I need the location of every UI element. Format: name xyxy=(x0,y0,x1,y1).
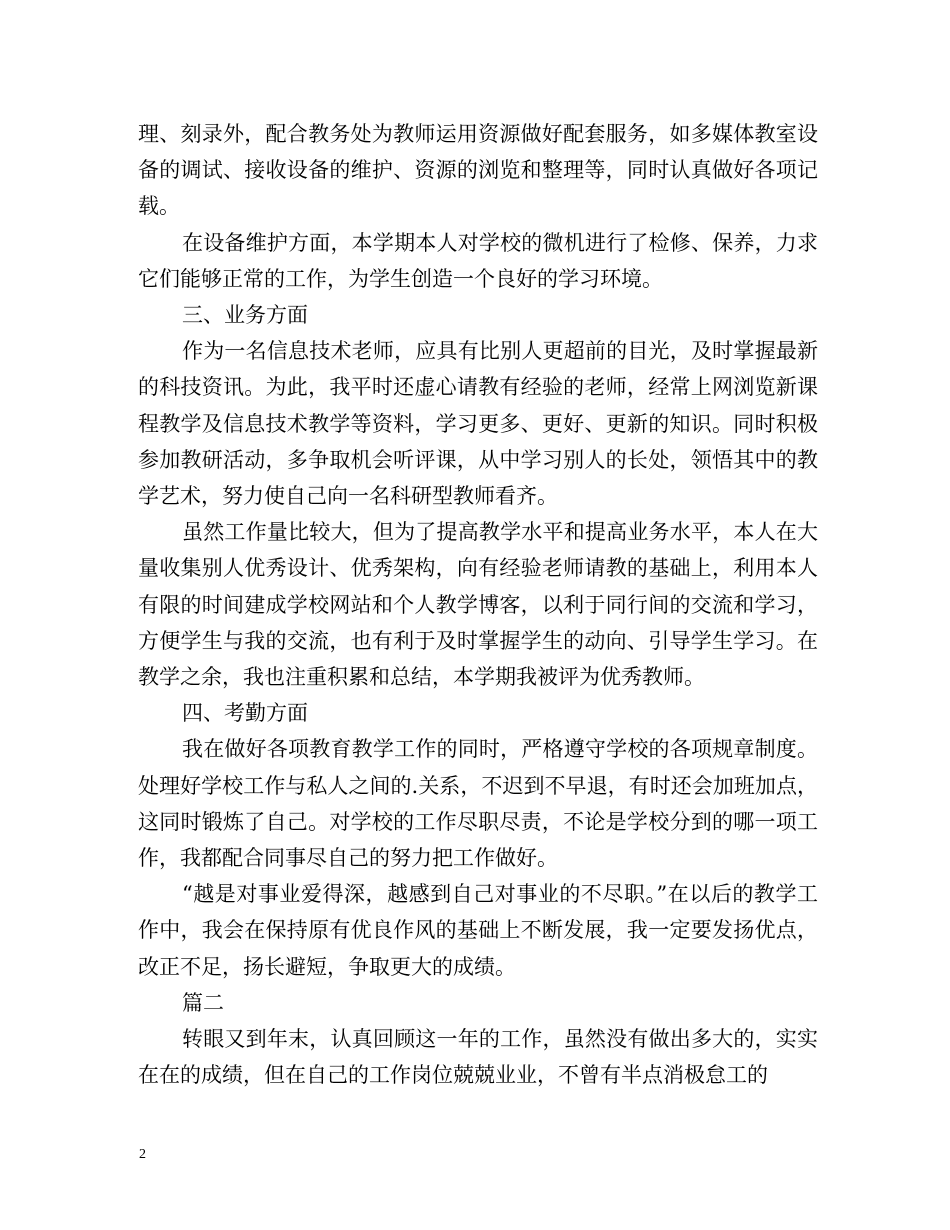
paragraph: “越是对事业爱得深，越感到自己对事业的不尽职。”在以后的教学工作中，我会在保持原有优良作风的基础上不断发展，我一定要发扬优点，改正不足，扬长避短，争取更大的成绩。 xyxy=(138,882,818,979)
paragraph: 转眼又到年末，认真回顾这一年的工作，虽然没有做出多大的，实实在在的成绩，但在自己的工作岗位兢兢业业，不曾有半点消极怠工的 xyxy=(138,1027,818,1088)
document-body xyxy=(138,116,818,1093)
section-heading: 四、考勤方面 xyxy=(182,701,308,726)
paragraph: 在设备维护方面，本学期本人对学校的微机进行了检修、保养，力求它们能够正常的工作，为学生创造一个良好的学习环境。 xyxy=(138,230,818,291)
page-number: 2 xyxy=(139,1147,146,1162)
section-heading: 三、业务方面 xyxy=(182,303,308,328)
section-heading: 篇二 xyxy=(182,990,224,1015)
paragraph: 虽然工作量比较大，但为了提高教学水平和提高业务水平，本人在大量收集别人优秀设计、优秀架构，向有经验老师请教的基础上，利用本人有限的时间建成学校网站和个人教学博客，以利于同行间的交流和学习，方便学生与我的交流，也有利于及时掌握学生的动向、引导学生学习。在教学之余，我也注重积累和总结，本学期我被评为优秀教师。 xyxy=(138,520,818,690)
paragraph: 作为一名信息技术老师，应具有比别人更超前的目光，及时掌握最新的科技资讯。为此，我平时还虚心请教有经验的老师，经常上网浏览新课程教学及信息技术教学等资料，学习更多、更好、更新的知识。同时积极参加教研活动，多争取机会听评课，从中学习别人的长处，领悟其中的教学艺术，努力使自己向一名科研型教师看齐。 xyxy=(138,339,818,509)
paragraph: 我在做好各项教育教学工作的同时，严格遵守学校的各项规章制度。处理好学校工作与私人之间的.关系，不迟到不早退，有时还会加班加点，这同时锻炼了自己。对学校的工作尽职尽责，不论是学校分到的哪一项工作，我都配合同事尽自己的努力把工作做好。 xyxy=(138,737,818,871)
paragraph: 理、刻录外，配合教务处为教师运用资源做好配套服务，如多媒体教室设备的调试、接收设备的维护、资源的浏览和整理等，同时认真做好各项记载。 xyxy=(138,122,818,219)
